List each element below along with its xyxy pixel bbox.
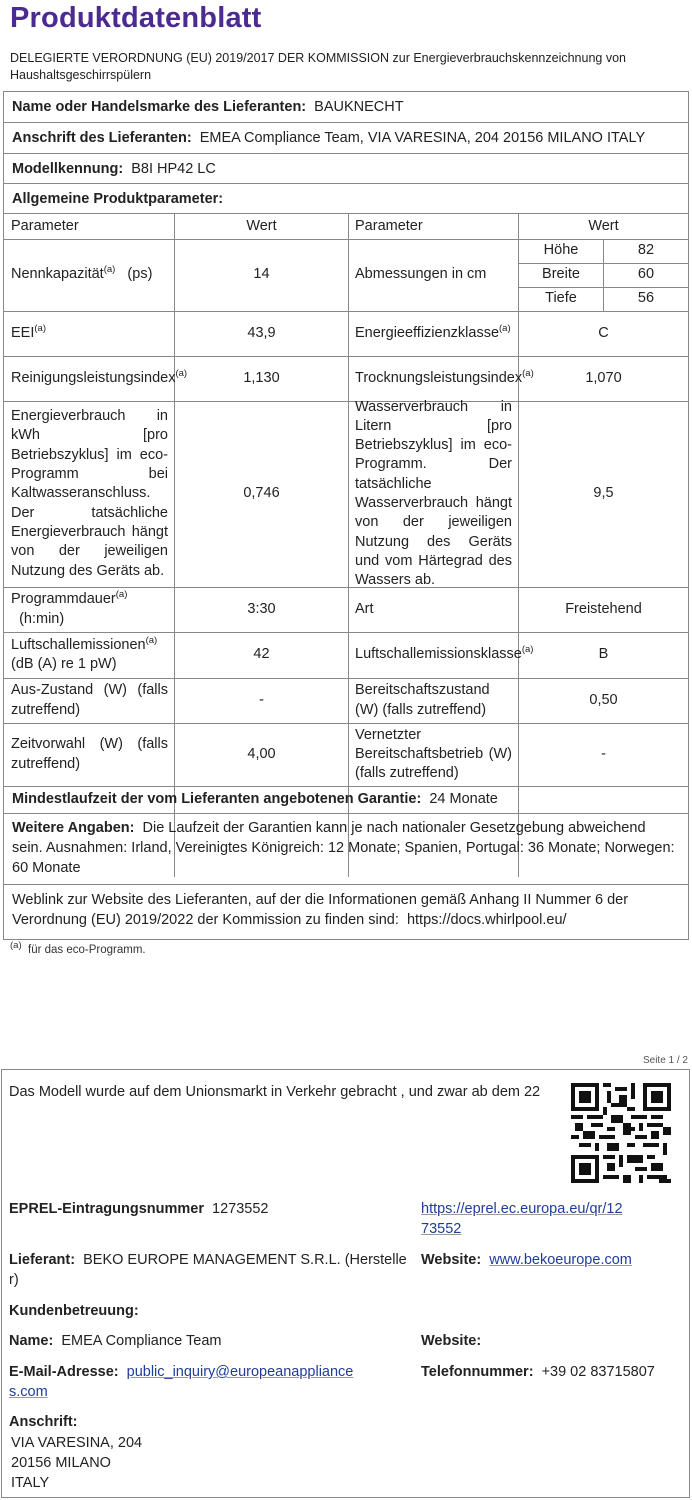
phone-value: +39 02 83715807 [541,1364,655,1380]
website-link[interactable]: www.bekoeurope.com [489,1252,632,1268]
energy-class-label: Energieeffizienzklasse$^{(a)}$ [355,323,511,341]
footnote: $^{(a)}$ für das eco-Programm. [10,940,146,956]
cleaning-index-value: 1,130 [243,369,280,386]
website2-label: Website: [421,1333,482,1349]
eprel-label: EPREL-Eintragungsnummer [9,1201,204,1217]
type-value: Freistehend [565,600,642,617]
drying-index-label: Trocknungsleistungsindex$^{(a)}$ [355,368,534,386]
weblink-text: Weblink zur Website des Lieferanten, auf der die Informationen gemäß Anhang II Nummer 6 der Verordnung (EU) 2019/2022 der Kommission zu finden sind: [12,892,629,928]
warranty-value: 24 Monate [429,791,498,807]
program-duration-value: 3:30 [247,600,276,617]
phone-row [421,1362,655,1382]
further-info-label: Weitere Angaben: [12,820,135,836]
program-duration-label: Programmdauer$^{(a)}$ (h:min) [11,589,128,627]
website-row [421,1250,632,1270]
dim-height-label: Höhe [543,242,579,259]
warranty-row [12,789,680,809]
capacity-label: Nennkapazität$^{(a)}$ (ps) [11,264,153,283]
supplier-name-row [4,92,688,123]
address-block: VIA VARESINA, 204 20156 MILANO ITALY [11,1435,143,1491]
weblink-row [12,890,680,930]
water-consumption-value: 9,5 [593,485,614,502]
eprel-row [9,1199,268,1219]
networked-standby-label: Vernetzter Bereitschaftsbetrieb (W) (falls zutreffend) [355,726,512,782]
further-info-row [12,818,680,878]
supplier-label: Lieferant: [9,1252,76,1268]
off-mode-label: Aus-Zustand (W) (falls zutreffend) [11,682,168,718]
page-number: Seite 1 / 2 [642,1055,688,1066]
type-label: Art [355,600,374,617]
supplier-address-row [4,123,688,154]
water-consumption-label: Wasserverbrauch in Litern [pro Betriebszyklus] im eco-Programm. Der tatsächliche Wasserverbrauch hängt von der jeweiligen Nutzung des Geräts und vom Härtegrad des Wassers ab. [355,398,512,589]
dim-height-value: 82 [637,242,655,259]
header-value-2: Wert [588,217,619,234]
dim-depth-label: Tiefe [545,290,577,307]
networked-standby-value: - [601,745,606,762]
dim-width-label: Breite [542,266,580,283]
further-info-text: Die Laufzeit der Garantien kann je nach nationaler Gesetzgebung abweichend sein. Ausnahmen: Irland, Vereinigtes Königreich: 12 Monate; Spanien, Portugal: 36 Monate; Norwegen: 60 Monate [12,820,675,876]
website-label: Website: [421,1252,482,1268]
parameter-table [4,214,688,928]
dim-depth-value: 56 [637,290,655,307]
model-label: Modellkennung: [12,161,124,177]
customer-service-label: Kundenbetreuung: [9,1303,139,1319]
eei-value: 43,9 [247,324,276,341]
supplier-row: Lieferant: BEKO EUROPE MANAGEMENT S.R.L. (Herstelle r) [9,1252,407,1288]
noise-value: 42 [253,646,270,663]
drying-index-value: 1,070 [585,369,622,386]
phone-label: Telefonnummer: [421,1364,534,1380]
weblink-url[interactable]: https://docs.whirlpool.eu/ [406,912,567,928]
qr-code[interactable] [571,1083,671,1183]
page-title: Produktdatenblatt [10,2,262,34]
header-parameter-2: Parameter [355,217,423,234]
market-placement-text: Das Modell wurde auf dem Unionsmarkt in Verkehr gebracht , und zwar ab dem 22 [9,1084,541,1100]
off-mode-value: - [259,691,264,708]
eei-label: EEI$^{(a)}$ [11,323,46,341]
dimensions-label: Abmessungen in cm [355,266,487,283]
delay-start-value: 4,00 [247,745,276,762]
contact-name-label: Name: [9,1333,54,1349]
eprel-url[interactable]: https://eprel.ec.europa.eu/qr/12 73552 [421,1201,623,1237]
warranty-label: Mindestlaufzeit der vom Lieferanten angebotenen Garantie: [12,791,422,807]
email-link[interactable]: public_inquiry@europeanappliance [126,1364,354,1380]
standby-value: 0,50 [589,691,618,708]
standby-label: Bereitschaftszustand (W) (falls zutreffend) [355,682,490,718]
general-params-row [4,184,688,214]
energy-consumption-label: Energieverbrauch in kWh [pro Betriebszyklus] im eco-Programm bei Kaltwasseranschluss. Der tatsächliche Energieverbrauch hängt von der jeweiligen Nutzung des Geräts ab. [11,408,168,579]
model-value: B8I HP42 LC [131,161,216,177]
contact-name-value: EMEA Compliance Team [61,1333,222,1349]
capacity-value: 14 [253,266,270,283]
header-parameter: Parameter [11,217,79,234]
email-row: E-Mail-Adresse: public_inquiry@europeanappliance s.com [9,1364,354,1400]
regulation-text: DELEGIERTE VERORDNUNG (EU) 2019/2017 DER KOMMISSION zur Energieverbrauchskennzeichnung von Haushaltsgeschirrspülern [10,51,626,82]
energy-class-value: C [598,324,609,341]
model-row [4,154,688,184]
delay-start-label: Zeitvorwahl (W) (falls zutreffend) [11,736,168,772]
supplier-name-label: Name oder Handelsmarke des Lieferanten: [12,99,307,115]
supplier-address-label: Anschrift des Lieferanten: [12,130,192,146]
address-label: Anschrift: [9,1414,78,1430]
eprel-value: 1273552 [212,1201,269,1217]
supplier-value: BEKO EUROPE MANAGEMENT S.R.L. (Herstelle [83,1252,407,1268]
general-params-label: Allgemeine Produktparameter: [12,191,224,207]
contact-name-row [9,1331,221,1351]
supplier-address-value: EMEA Compliance Team, VIA VARESINA, 204 20156 MILANO ITALY [199,130,646,146]
supplier-name-value: BAUKNECHT [314,99,404,115]
email-label: E-Mail-Adresse: [9,1364,119,1380]
noise-class-value: B [598,646,609,663]
energy-consumption-value: 0,746 [243,485,280,502]
product-data-sheet [3,91,689,940]
dim-width-value: 60 [637,266,655,283]
noise-label: Luftschallemissionen$^{(a)}$ (dB (A) re 1 pW) [11,634,158,672]
header-value: Wert [246,217,277,234]
noise-class-label: Luftschallemissionsklasse$^{(a)}$ [355,644,534,663]
cleaning-index-label: Reinigungsleistungsindex$^{(a)}$ [11,368,188,386]
